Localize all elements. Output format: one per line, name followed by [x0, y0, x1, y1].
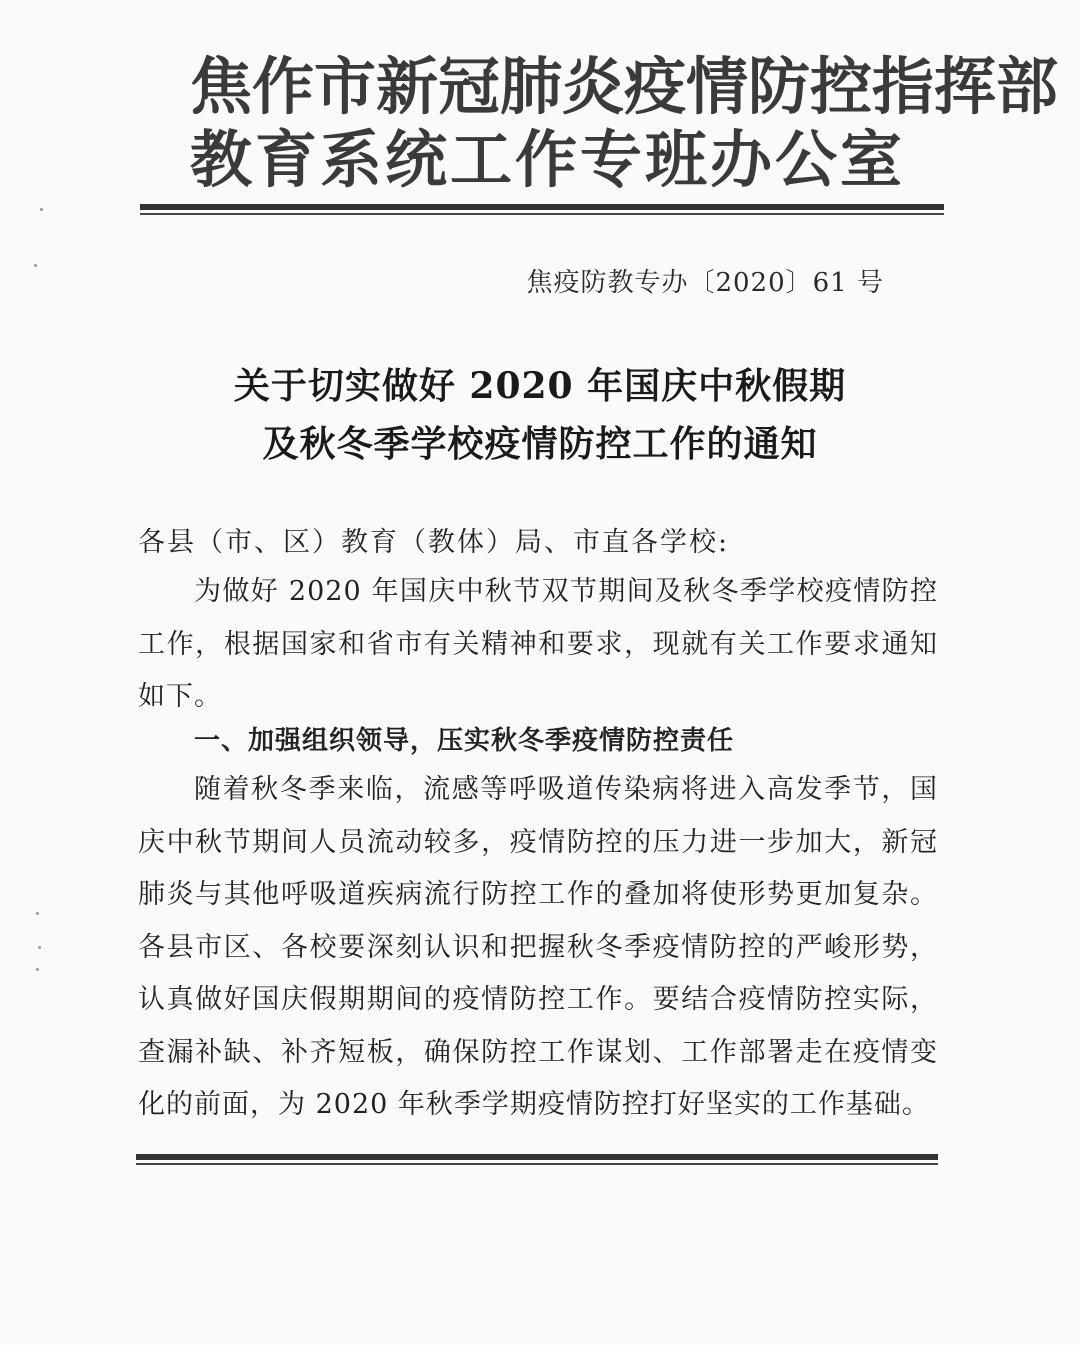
- document-title-line-1: 关于切实做好 2020 年国庆中秋假期: [233, 365, 847, 407]
- section-1-body: 随着秋冬季来临，流感等呼吸道传染病将进入高发季节，国庆中秋节期间人员流动较多，疫情防控的压力进一步加大，新冠肺炎与其他呼吸道疾病流行防控工作的叠加将使形势更加复杂。各县市区、各校要深刻认识和把握秋冬季疫情防控的严峻形势，认真做好国庆假期期间的疫情防控工作。要结合疫情防控实际，查漏补缺、补齐短板，确保防控工作谋划、工作部署走在疫情变化的前面，为 2020 年秋季学期疫情防控打好坚实的工作基础。: [138, 774, 938, 1120]
- issuer-name-line-1: 焦作市新冠肺炎疫情防控指挥部: [190, 50, 1059, 123]
- header-divider: [140, 204, 944, 215]
- salutation: 各县（市、区）教育（教体）局、市直各学校:: [138, 527, 730, 558]
- document-title-line-2: 及秋冬季学校疫情防控工作的通知: [262, 423, 818, 465]
- footer-divider: [136, 1154, 938, 1165]
- scan-speck: [34, 264, 37, 267]
- scan-speck: [36, 912, 39, 915]
- section-1-heading: 一、加强组织领导，压实秋冬季疫情防控责任: [194, 726, 735, 756]
- scan-speck: [36, 968, 39, 971]
- intro-paragraph: 为做好 2020 年国庆中秋节双节期间及秋冬季学校疫情防控工作，根据国家和省市有关精神和要求，现就有关工作要求通知如下。: [138, 576, 938, 712]
- scan-speck: [38, 946, 41, 949]
- document-number: 焦疫防教专办〔2020〕61 号: [526, 268, 884, 298]
- issuer-name-line-2: 教育系统工作专班办公室: [190, 123, 902, 196]
- scan-speck: [40, 208, 43, 211]
